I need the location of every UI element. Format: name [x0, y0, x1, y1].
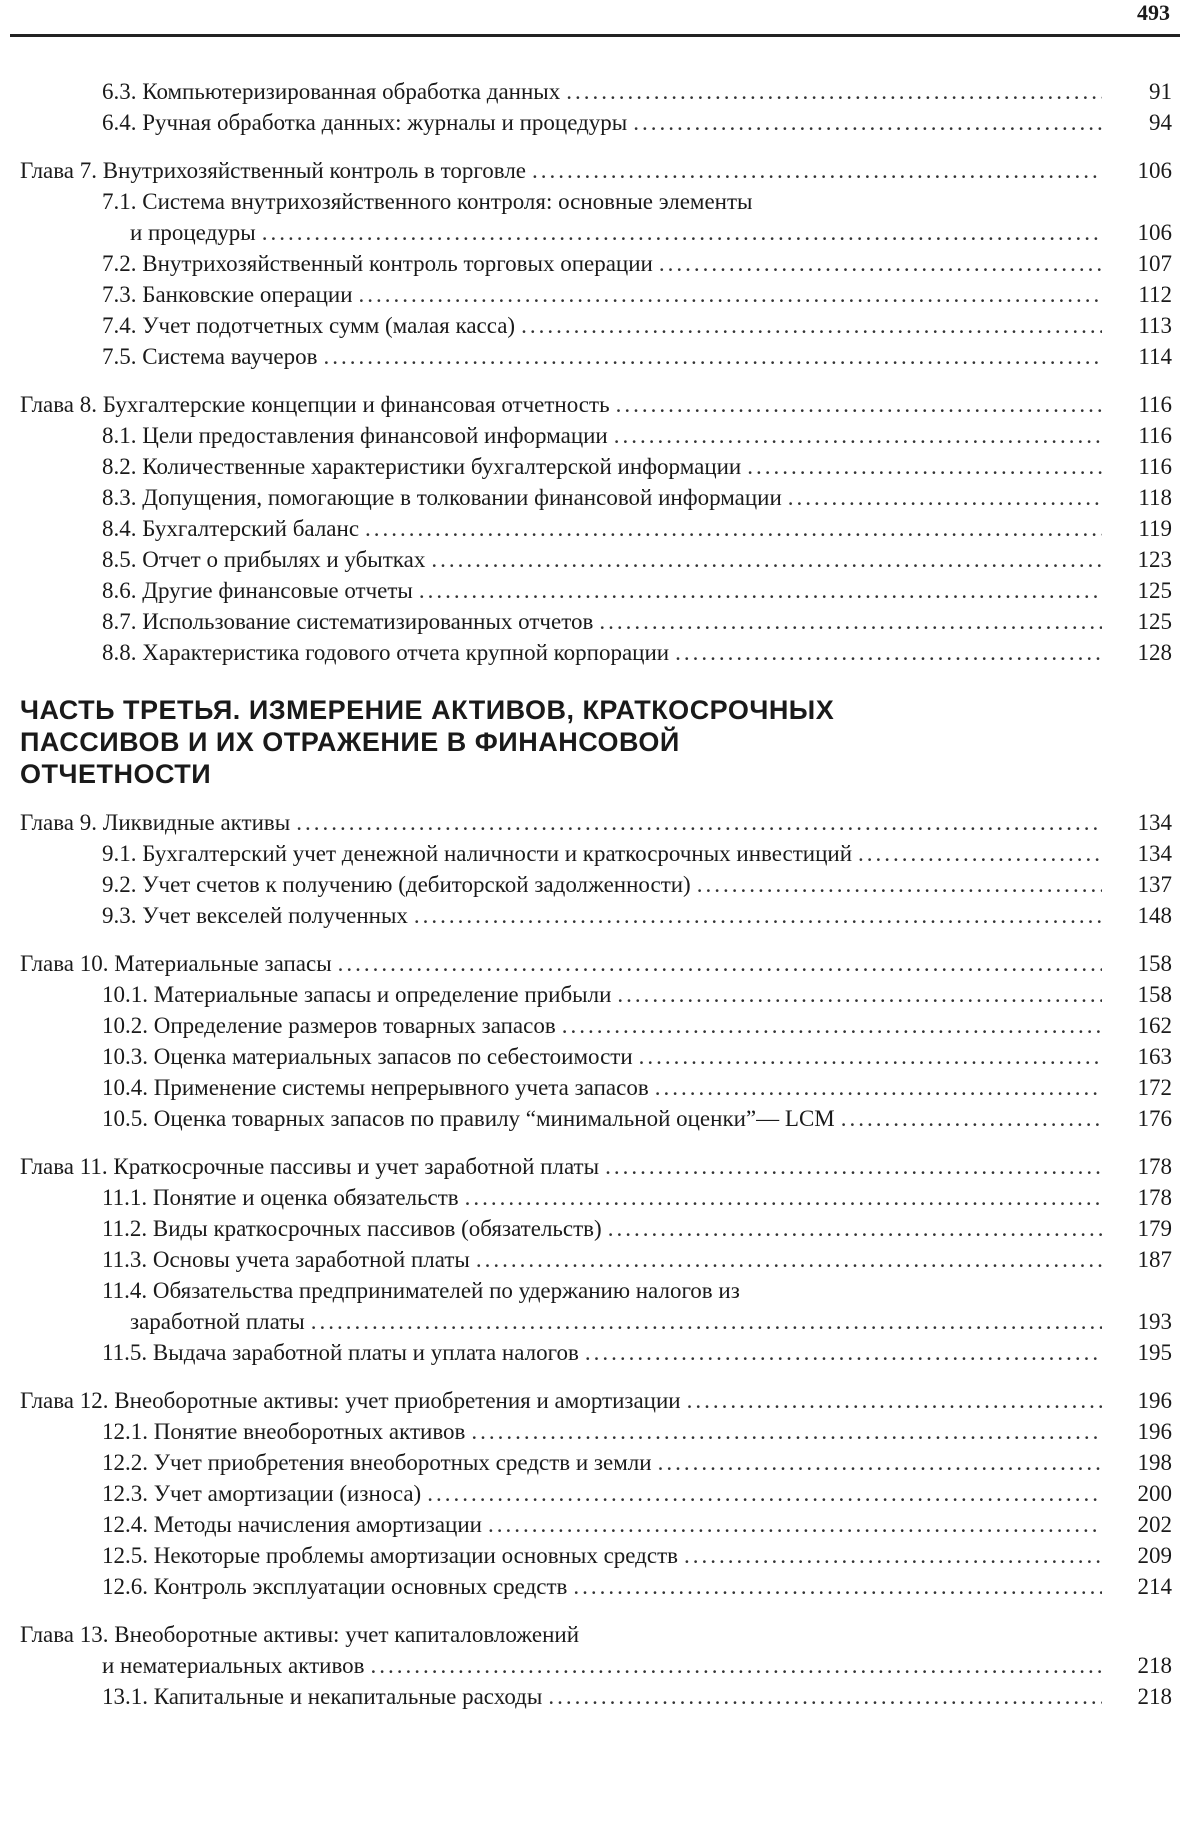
entry-title: 12.1. Понятие внеоборотных активов — [102, 1419, 466, 1444]
toc-section-entry[interactable] — [20, 838, 1172, 869]
entry-title: 11.3. Основы учета заработной платы — [102, 1247, 470, 1272]
entry-title: 12.5. Некоторые проблемы амортизации основных средств — [102, 1543, 678, 1568]
toc-chapter-entry[interactable] — [20, 948, 1172, 979]
entry-page-number: 172 — [1137, 1075, 1172, 1100]
entry-page-number: 123 — [1137, 547, 1172, 572]
entry-page-number: 196 — [1137, 1419, 1172, 1444]
toc-section-entry[interactable] — [20, 310, 1172, 341]
toc-section-entry[interactable] — [20, 869, 1172, 900]
toc-section-entry[interactable] — [20, 420, 1172, 451]
entry-title: 7.1. Система внутрихозяйственного контроля: основные элементы — [102, 189, 753, 214]
entry-page-number: 91 — [1149, 79, 1172, 104]
entry-title: 12.2. Учет приобретения внеоборотных средств и земли — [102, 1450, 652, 1475]
toc-section-entry[interactable] — [20, 1103, 1172, 1134]
entry-page-number: 196 — [1137, 1388, 1172, 1413]
entry-title: 7.4. Учет подотчетных сумм (малая касса) — [102, 313, 516, 338]
entry-title: Глава 13. Внеоборотные активы: учет капиталовложений — [20, 1622, 580, 1647]
entry-page-number: 163 — [1137, 1044, 1172, 1069]
toc-section-entry[interactable] — [20, 1478, 1172, 1509]
entry-title: 8.1. Цели предоставления финансовой информации — [102, 423, 608, 448]
entry-page-number: 193 — [1137, 1309, 1172, 1334]
entry-page-number: 218 — [1137, 1653, 1172, 1678]
entry-page-number: 106 — [1137, 158, 1172, 183]
leader-dots — [365, 513, 1102, 544]
leader-dots — [639, 1041, 1102, 1072]
entry-page-number: 113 — [1138, 313, 1172, 338]
leader-dots — [659, 248, 1102, 279]
entry-page-number: 214 — [1137, 1574, 1172, 1599]
leader-dots — [471, 1416, 1102, 1447]
entry-page-number: 94 — [1149, 110, 1172, 135]
leader-dots — [488, 1509, 1102, 1540]
entry-page-number: 176 — [1137, 1106, 1172, 1131]
toc-chapter-entry[interactable] — [20, 389, 1172, 420]
part-heading — [20, 694, 1172, 790]
entry-page-number: 116 — [1138, 423, 1172, 448]
leader-dots — [658, 1447, 1102, 1478]
entry-title: 7.2. Внутрихозяйственный контроль торговых операции — [102, 251, 653, 276]
entry-title: 9.3. Учет векселей полученных — [102, 903, 408, 928]
entry-title: 10.5. Оценка товарных запасов по правилу “минимальной оценки”— LCM — [102, 1106, 835, 1131]
entry-title: 10.4. Применение системы непрерывного учета запасов — [102, 1075, 649, 1100]
leader-dots — [296, 807, 1102, 838]
leader-dots — [419, 575, 1102, 606]
entry-page-number: 178 — [1137, 1185, 1172, 1210]
toc-chapter-entry[interactable] — [20, 155, 1172, 186]
toc-section-entry[interactable] — [20, 341, 1172, 372]
entry-page-number: 118 — [1138, 485, 1172, 510]
entry-page-number: 116 — [1138, 454, 1172, 479]
entry-page-number: 162 — [1137, 1013, 1172, 1038]
leader-dots — [608, 1213, 1102, 1244]
leader-dots — [675, 637, 1102, 668]
toc-section-entry[interactable] — [20, 1182, 1172, 1213]
entry-title: 12.3. Учет амортизации (износа) — [102, 1481, 422, 1506]
entry-title: Глава 12. Внеоборотные активы: учет приобретения и амортизации — [20, 1388, 681, 1413]
toc-section-entry[interactable] — [20, 186, 1172, 248]
entry-title: 12.4. Методы начисления амортизации — [102, 1512, 482, 1537]
entry-title: 8.6. Другие финансовые отчеты — [102, 578, 413, 603]
toc-section-entry[interactable] — [20, 1213, 1172, 1244]
entry-title: 11.2. Виды краткосрочных пассивов (обязательств) — [102, 1216, 602, 1241]
leader-dots — [323, 341, 1102, 372]
entry-title: 10.1. Материальные запасы и определение прибыли — [102, 982, 612, 1007]
entry-page-number: 134 — [1137, 841, 1172, 866]
entry-title: Глава 9. Ликвидные активы — [20, 810, 291, 835]
entry-page-number: 178 — [1137, 1154, 1172, 1179]
toc-chapter-entry[interactable] — [20, 1385, 1172, 1416]
entry-page-number: 125 — [1137, 578, 1172, 603]
leader-dots — [371, 1650, 1102, 1681]
entry-page-number: 200 — [1137, 1481, 1172, 1506]
leader-dots — [614, 420, 1102, 451]
leader-dots — [684, 1540, 1102, 1571]
leader-dots — [616, 389, 1102, 420]
leader-dots — [548, 1681, 1102, 1712]
leader-dots — [521, 310, 1102, 341]
table-of-contents — [20, 76, 1172, 1712]
toc-section-entry[interactable] — [20, 1509, 1172, 1540]
entry-title: 11.4. Обязательства предпринимателей по удержанию налогов из — [102, 1278, 740, 1303]
leader-dots — [532, 155, 1102, 186]
leader-dots — [858, 838, 1102, 869]
entry-page-number: 179 — [1137, 1216, 1172, 1241]
entry-title: 11.1. Понятие и оценка обязательств — [102, 1185, 459, 1210]
leader-dots — [687, 1385, 1102, 1416]
toc-section-entry[interactable] — [20, 1041, 1172, 1072]
leader-dots — [414, 900, 1102, 931]
entry-page-number: 209 — [1137, 1543, 1172, 1568]
toc-section-entry[interactable] — [20, 1072, 1172, 1103]
header-rule — [10, 34, 1180, 37]
leader-dots — [617, 979, 1102, 1010]
entry-page-number: 106 — [1137, 220, 1172, 245]
leader-dots — [585, 1337, 1102, 1368]
toc-section-entry[interactable] — [20, 979, 1172, 1010]
toc-section-entry[interactable] — [20, 1275, 1172, 1337]
entry-title: Глава 7. Внутрихозяйственный контроль в торговле — [20, 158, 526, 183]
leader-dots — [747, 451, 1102, 482]
part-heading-line: ЧАСТЬ ТРЕТЬЯ. ИЗМЕРЕНИЕ АКТИВОВ, КРАТКОСРОЧНЫХ — [20, 695, 835, 725]
entry-page-number: 202 — [1137, 1512, 1172, 1537]
entry-title: 7.3. Банковские операции — [102, 282, 353, 307]
entry-title: Глава 11. Краткосрочные пассивы и учет заработной платы — [20, 1154, 600, 1179]
entry-page-number: 112 — [1138, 282, 1172, 307]
toc-section-entry[interactable] — [20, 637, 1172, 668]
toc-section-entry[interactable] — [20, 1571, 1172, 1602]
leader-dots — [262, 217, 1102, 248]
leader-dots — [476, 1244, 1102, 1275]
toc-section-entry[interactable] — [20, 513, 1172, 544]
toc-chapter-entry[interactable] — [20, 807, 1172, 838]
toc-section-entry[interactable] — [20, 575, 1172, 606]
leader-dots — [311, 1306, 1102, 1337]
leader-dots — [562, 1010, 1102, 1041]
leader-dots — [359, 279, 1102, 310]
entry-title: 9.1. Бухгалтерский учет денежной наличности и краткосрочных инвестиций — [102, 841, 853, 866]
leader-dots — [338, 948, 1102, 979]
entry-page-number: 116 — [1138, 392, 1172, 417]
entry-title: 10.2. Определение размеров товарных запасов — [102, 1013, 556, 1038]
toc-section-entry[interactable] — [20, 1681, 1172, 1712]
entry-page-number: 125 — [1137, 609, 1172, 634]
entry-title: 8.2. Количественные характеристики бухгалтерской информации — [102, 454, 742, 479]
toc-section-entry[interactable] — [20, 107, 1172, 138]
leader-dots — [788, 482, 1102, 513]
entry-page-number: 119 — [1138, 516, 1172, 541]
toc-section-entry[interactable] — [20, 482, 1172, 513]
toc-section-entry[interactable] — [20, 1244, 1172, 1275]
entry-page-number: 128 — [1137, 640, 1172, 665]
entry-page-number: 198 — [1137, 1450, 1172, 1475]
entry-title: 8.8. Характеристика годового отчета крупной корпорации — [102, 640, 670, 665]
toc-section-entry[interactable] — [20, 1416, 1172, 1447]
leader-dots — [431, 544, 1102, 575]
entry-title: 8.4. Бухгалтерский баланс — [102, 516, 360, 541]
entry-title: 8.7. Использование систематизированных отчетов — [102, 609, 594, 634]
entry-title: Глава 10. Материальные запасы — [20, 951, 332, 976]
entry-page-number: 218 — [1137, 1684, 1172, 1709]
entry-page-number: 158 — [1137, 982, 1172, 1007]
part-heading-line: ОТЧЕТНОСТИ — [20, 759, 212, 789]
leader-dots — [573, 1571, 1102, 1602]
entry-page-number: 195 — [1137, 1340, 1172, 1365]
toc-section-entry[interactable] — [20, 248, 1172, 279]
entry-title-continued: и нематериальных активов — [102, 1653, 365, 1678]
entry-title: 7.5. Система ваучеров — [102, 344, 318, 369]
leader-dots — [841, 1103, 1102, 1134]
entry-title: 10.3. Оценка материальных запасов по себестоимости — [102, 1044, 633, 1069]
entry-title: 8.5. Отчет о прибылях и убытках — [102, 547, 426, 572]
leader-dots — [655, 1072, 1102, 1103]
entry-title: 13.1. Капитальные и некапитальные расходы — [102, 1684, 543, 1709]
toc-section-entry[interactable] — [20, 1540, 1172, 1571]
entry-title-continued: заработной платы — [130, 1309, 305, 1334]
leader-dots — [697, 869, 1102, 900]
toc-section-entry[interactable] — [20, 76, 1172, 107]
leader-dots — [633, 107, 1102, 138]
leader-dots — [566, 76, 1102, 107]
leader-dots — [605, 1151, 1102, 1182]
toc-section-entry[interactable] — [20, 606, 1172, 637]
entry-page-number: 158 — [1137, 951, 1172, 976]
toc-section-entry[interactable] — [20, 451, 1172, 482]
toc-section-entry[interactable] — [20, 279, 1172, 310]
entry-title: 6.3. Компьютеризированная обработка данных — [102, 79, 561, 104]
leader-dots — [427, 1478, 1102, 1509]
toc-chapter-entry[interactable] — [20, 1619, 1172, 1681]
leader-dots — [465, 1182, 1102, 1213]
entry-title: 12.6. Контроль эксплуатации основных средств — [102, 1574, 568, 1599]
entry-page-number: 137 — [1137, 872, 1172, 897]
entry-page-number: 114 — [1138, 344, 1172, 369]
entry-page-number: 107 — [1137, 251, 1172, 276]
entry-page-number: 148 — [1137, 903, 1172, 928]
entry-title: 6.4. Ручная обработка данных: журналы и процедуры — [102, 110, 628, 135]
entry-title: Глава 8. Бухгалтерские концепции и финансовая отчетность — [20, 392, 610, 417]
entry-title-continued: и процедуры — [130, 220, 256, 245]
toc-section-entry[interactable] — [20, 1337, 1172, 1368]
leader-dots — [599, 606, 1102, 637]
entry-page-number: 134 — [1137, 810, 1172, 835]
part-heading-line: ПАССИВОВ И ИХ ОТРАЖЕНИЕ В ФИНАНСОВОЙ — [20, 727, 680, 757]
entry-title: 9.2. Учет счетов к получению (дебиторской задолженности) — [102, 872, 691, 897]
entry-title: 11.5. Выдача заработной платы и уплата налогов — [102, 1340, 579, 1365]
page-number: 493 — [1137, 0, 1170, 25]
toc-section-entry[interactable] — [20, 1010, 1172, 1041]
entry-title: 8.3. Допущения, помогающие в толковании финансовой информации — [102, 485, 782, 510]
entry-page-number: 187 — [1137, 1247, 1172, 1272]
toc-section-entry[interactable] — [20, 544, 1172, 575]
toc-section-entry[interactable] — [20, 900, 1172, 931]
toc-section-entry[interactable] — [20, 1447, 1172, 1478]
toc-chapter-entry[interactable] — [20, 1151, 1172, 1182]
